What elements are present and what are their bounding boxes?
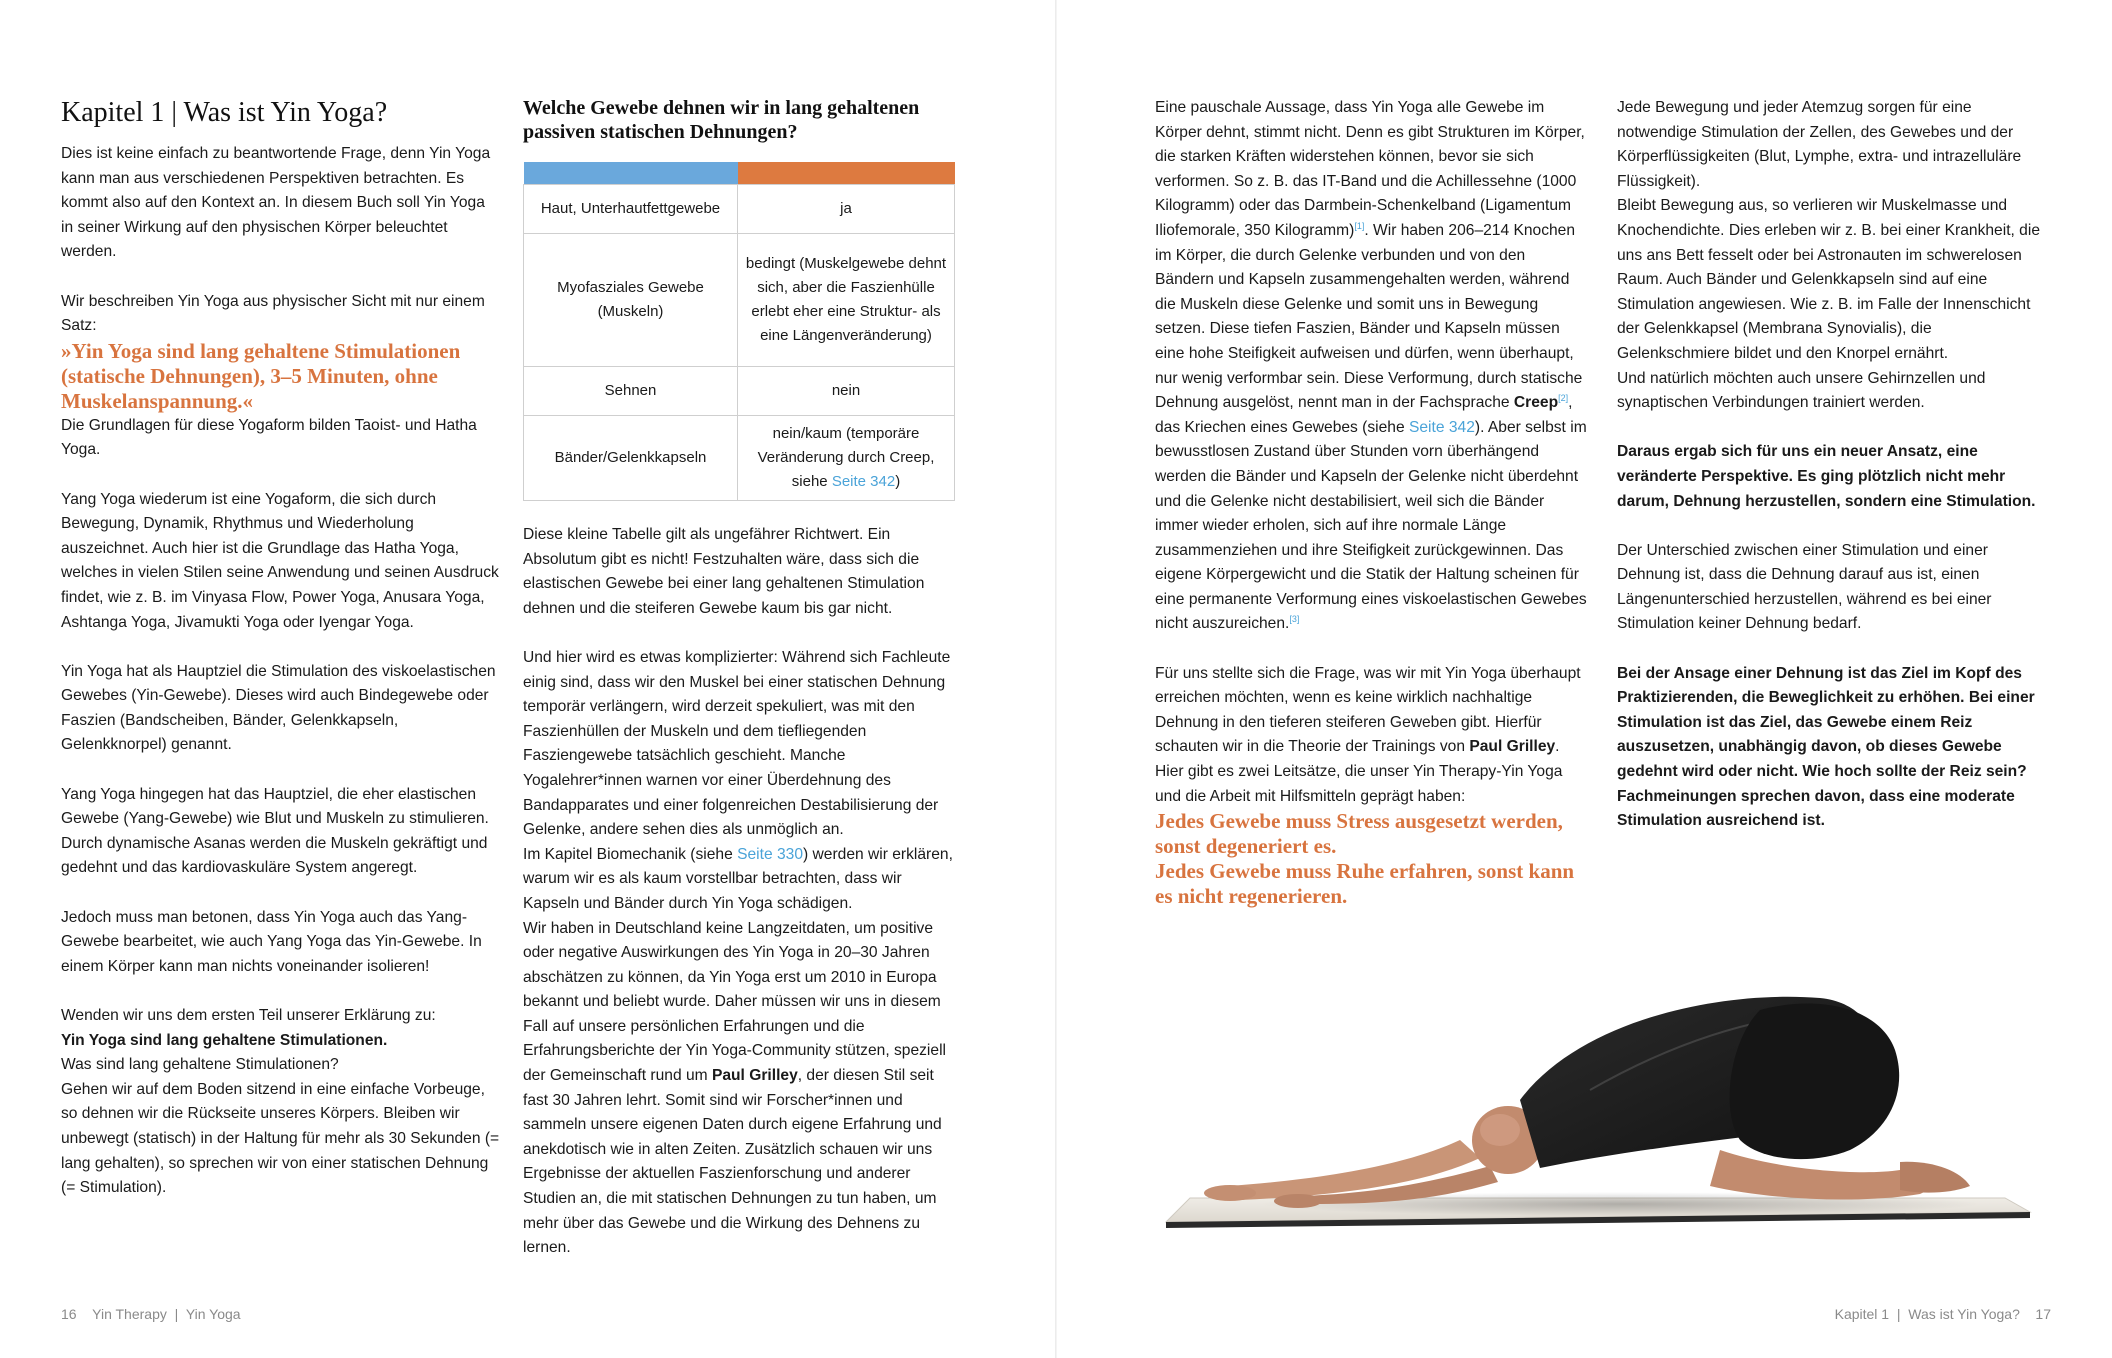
table-cell: Myofasziales Gewebe (Muskeln) [524,234,738,367]
paragraph: Und natürlich möchten auch unsere Gehirnzellen und synaptischen Verbindungen trainiert werden. [1617,369,1986,412]
page-number: 17 [2035,1306,2051,1322]
header-blue [524,162,738,185]
chapter-title: Kapitel 1 | Was ist Yin Yoga? [61,97,388,128]
paragraph: Der Unterschied zwischen einer Stimulation und einer Dehnung ist, dass die Dehnung darauf aus ist, einen Längenunterschied herzustellen, während es bei einer Stimulation keiner Dehnung bedarf. [1617,541,1992,633]
table-cell: Bänder/Gelenkkapseln [524,416,738,501]
paragraph: Yang Yoga wiederum ist eine Yogaform, die sich durch Bewegung, Dynamik, Rhythmus und Wiederholung auszeichnet. Auch hier ist die Grundlage das Hatha Yoga, welches in vielen Stilen seine Anwendung und seinen Ausdruck findet, wie z. B. im Vinyasa Flow, Power Yoga, Anusara Yoga, Ashtanga Yoga, Jivamukti Yoga oder Iyengar Yoga. [61,490,499,631]
table-row [524,185,955,234]
footnote-marker[interactable]: [2] [1558,392,1569,403]
principle-quote: Jedes Gewebe muss Ruhe erfahren, sonst kann es nicht regenerieren. [1155,859,1575,909]
right-column-1 [1155,96,1587,909]
paragraph: Eine pauschale Aussage, dass Yin Yoga alle Gewebe im Körper dehnt, stimmt nicht. Denn es gibt Strukturen im Körper, die starken Kräften widerstehen können, bevor sie sich verformen. So z. B. das IT-Band und die Achillessehne (1000 Kilogramm) oder das Darmbein-Schenkelband (Ligamentum Iliofemorale, 350 Kilogramm)[1]. Wir haben 206–214 Knochen im Körper, die durch Gelenke verbunden und von den Bändern und Kapseln zusammengehalten werden, während die Muskeln diese Gelenke und somit uns in Bewegung setzen. Diese tiefen Faszien, Bänder und Kapseln müssen eine hohe Steifigkeit aufweisen und dürfen, wenn überhaupt, nur wenig verformbar sein. Diese Verformung, durch statische Dehnung ausgelöst, nennt man in der Fachsprache Creep[2], das Kriechen eines Gewebes (siehe Seite 342). Aber selbst im bewusstlosen Zustand über Stunden vorn überhängend werden die Bänder und Kapseln der Gelenke nicht überdehnt und die Gelenke nicht destabilisiert, weil sich die Bänder immer wieder erholen, sich auf ihre normale Länge zusammenziehen und ihre Steifigkeit zurückgewinnen. Das eigene Körpergewicht und die Statik der Haltung scheinen für eine permanente Verformung eines viskoelastischen Gewebes nicht auszureichen.[3] [1155,99,1587,633]
paragraph: Jede Bewegung und jeder Atemzug sorgen für eine notwendige Stimulation der Zellen, des Gewebes und der Körperflüssigkeiten (Blut, Lymphe, extra- und intrazelluläre Flüssigkeit). [1617,99,2022,190]
table-cell: nein/kaum (temporäre Veränderung durch Creep, siehe Seite 342) [738,416,955,501]
page-number: 16 [61,1306,77,1322]
book-spine [1055,0,1057,1358]
page-link[interactable]: Seite 342 [1408,418,1475,436]
paragraph: Jedoch muss man betonen, dass Yin Yoga auch das Yang-Gewebe bearbeitet, wie auch Yang Yoga das Yin-Gewebe. In einem Körper kann man nichts voneinander isolieren! [61,908,482,975]
bold-paragraph: Bei der Ansage einer Dehnung ist das Ziel im Kopf des Praktizierenden, die Beweglichkeit zu erhöhen. Bei einer Stimulation ist das Ziel, das Gewebe einem Reiz auszusetzen, unabhängig davon, ob dieses Gewebe gedehnt wird oder nicht. Wie hoch sollte der Reiz sein? Fachmeinungen sprechen davon, dass eine moderate Stimulation ausreichend ist. [1617,664,2035,830]
table-cell: nein [738,367,955,416]
table-row [524,367,955,416]
table-header-row [524,162,955,185]
footnote-marker[interactable]: [1] [1354,220,1365,231]
paragraph: Gehen wir auf dem Boden sitzend in eine einfache Vorbeuge, so dehnen wir die Rückseite unseres Körpers. Bleiben wir unbewegt (statisch) in der Haltung für mehr als 30 Sekunden (= lang gehalten), so sprechen wir von einer statischen Dehnung (= Stimulation). [61,1080,500,1197]
pull-quote: »Yin Yoga sind lang gehaltene Stimulationen (statische Dehnungen), 3–5 Minuten, ohne Muskelanspannung.« [61,338,461,413]
table-row [524,234,955,367]
childs-pose-photo [1160,990,2040,1230]
page-link[interactable]: Seite 330 [737,845,803,863]
paragraph: Im Kapitel Biomechanik (siehe Seite 330) werden wir erklären, warum wir es als kaum vorstellbar betrachten, dass wir Kapseln und Bänder durch Yin Yoga schädigen. [523,845,953,912]
right-column-2 [1617,96,2047,834]
footnote-marker[interactable]: [3] [1289,614,1300,625]
section-title: Was ist Yin Yoga? [1908,1306,2020,1322]
table-cell: Sehnen [524,367,738,416]
paragraph: Yang Yoga hingegen hat das Hauptziel, die eher elastischen Gewebe (Yang-Gewebe) wie Blut und Muskeln zu stimulieren. Durch dynamische Asanas werden die Muskeln gekräftigt und gedehnt und das kardiovaskuläre System angeregt. [61,785,489,877]
paragraph: Für uns stellte sich die Frage, was wir mit Yin Yoga überhaupt erreichen möchten, wenn es keine wirklich nachhaltige Dehnung in den tieferen steiferen Geweben gibt. Hierfür schauten wir in die Theorie der Trainings von Paul Grilley. Hier gibt es zwei Leitsätze, die unser Yin Therapy-Yin Yoga und die Arbeit mit Hilfsmitteln geprägt haben: [1155,664,1581,805]
tissue-table [523,162,955,501]
paragraph: Dies ist keine einfach zu beantwortende Frage, denn Yin Yoga kann man aus verschiedenen Perspektiven betrachten. Es kommt also auf den Kontext an. In diesem Buch soll Yin Yoga in seiner Wirkung auf den physischen Körper beleuchtet werden. [61,145,491,261]
table-cell: Haut, Unterhautfettgewebe [524,185,738,234]
book-title: Yin Therapy [92,1306,167,1322]
paragraph: Wir haben in Deutschland keine Langzeitdaten, um positive oder negative Auswirkungen des Yin Yoga in 20–30 Jahren abschätzen zu können, da Yin Yoga erst um 2010 in Europa bekannt und beliebt wurde. Daher müssen wir uns in diesem Fall auf unsere persönlichen Erfahrungen und die Erfahrungsberichte der Yin Yoga-Community stützen, speziell der Gemeinschaft rund um Paul Grilley, der diesen Stil seit fast 30 Jahren lehrt. Somit sind wir Forscher*innen und sammeln unsere eigenen Daten durch eigene Erfahrung und anekdotisch wie in alten Zeiten. Zusätzlich schauen wir uns Ergebnisse der aktuellen Faszienforschung und anderer Studien an, die mit statischen Dehnungen zu tun haben, um mehr über das Gewebe und die Wirkung des Dehnens zu lernen. [523,919,946,1257]
bold-paragraph: Daraus ergab sich für uns ein neuer Ansatz, eine veränderte Perspektive. Es ging plötzlich nicht mehr darum, Dehnung herzustellen, sondern eine Stimulation. [1617,443,2036,510]
table-cell: bedingt (Muskelgewebe dehnt sich, aber die Faszienhülle erlebt eher eine Struktur- als eine Längenveränderung) [738,234,955,367]
section-title: Yin Yoga [185,1306,241,1322]
table-row [524,416,955,501]
left-column-2 [523,96,957,1261]
paragraph: Wir beschreiben Yin Yoga aus physischer Sicht mit nur einem Satz: [61,292,485,335]
page-link[interactable]: Seite 342 [831,473,896,490]
left-footer: 16 Yin Therapy | Yin Yoga [61,1306,241,1322]
left-column-1 [61,96,501,1201]
paragraph: Yin Yoga hat als Hauptziel die Stimulation des viskoelastischen Gewebes (Yin-Gewebe). Dieses wird auch Bindegewebe oder Faszien (Bandscheiben, Bänder, Gelenkkapseln, Gelenkknorpel) genannt. [61,662,496,754]
paragraph: Die Grundlagen für diese Yogaform bilden Taoist- und Hatha Yoga. [61,416,477,459]
paragraph: Bleibt Bewegung aus, so verlieren wir Muskelmasse und Knochendichte. Dies erleben wir z. B. bei einer Krankheit, die uns ans Bett fesselt oder bei Astronauten im schwerelosen Raum. Auch Bänder und Gelenkkapseln sind auf eine Stimulation angewiesen. Wie z. B. im Falle der Innenschicht der Gelenkkapsel (Membrana Synovialis), die Gelenkschmiere bildet und den Knorpel ernährt. [1617,197,2040,362]
paragraph: Was sind lang gehaltene Stimulationen? [61,1056,339,1074]
paragraph: Diese kleine Tabelle gilt als ungefährer Richtwert. Ein Absolutum gibt es nicht! Festzuhalten wäre, dass sich die elastischen Gewebe bei einer lang gehaltenen Stimulation dehnen und die steiferen Gewebe kaum bis gar nicht. [523,526,925,617]
table-heading: Welche Gewebe dehnen wir in lang gehaltenen passiven statischen Dehnungen? [523,97,920,143]
chapter-label: Kapitel 1 [1834,1306,1890,1322]
principle-quote: Jedes Gewebe muss Stress ausgesetzt werden, sonst degeneriert es. [1155,809,1563,859]
paragraph: Wenden wir uns dem ersten Teil unserer Erklärung zu: [61,1007,436,1024]
header-orange [738,162,955,185]
table-cell: ja [738,185,955,234]
paragraph: Und hier wird es etwas komplizierter: Während sich Fachleute einig sind, dass wir den Muskel bei einer statischen Dehnung temporär verlängern, wird derzeit spekuliert, was mit den Faszienhüllen der Muskeln und dem tiefliegenden Fasziengewebe tatsächlich geschieht. Manche Yogalehrer*innen warnen vor einer Überdehnung des Bandapparates und einer folgenreichen Destabilisierung der Gelenke, andere sehen dies als unmöglich an. [523,648,951,839]
right-footer: Kapitel 1 | Was ist Yin Yoga? 17 [1834,1306,2051,1322]
bold-statement: Yin Yoga sind lang gehaltene Stimulationen. [61,1031,388,1049]
